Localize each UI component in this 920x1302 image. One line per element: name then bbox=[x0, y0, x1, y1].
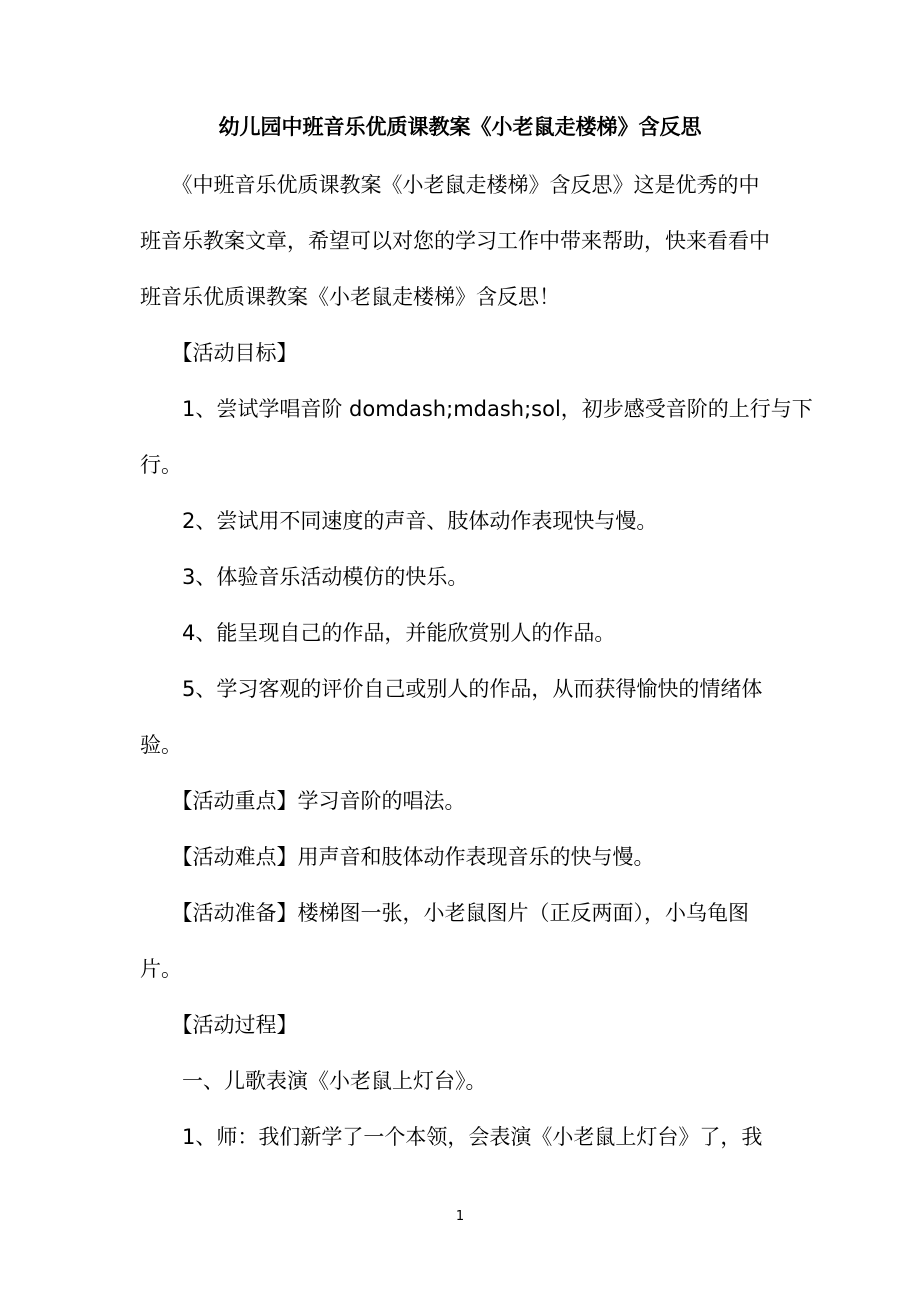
section-heading: 【活动目标】 bbox=[140, 341, 298, 365]
page-number: 1 bbox=[455, 1209, 465, 1224]
document-title: 幼儿园中班音乐优质课教案《小老鼠走楼梯》含反思 bbox=[218, 115, 702, 139]
text-line: 1、尝试学唱音阶 domdash;mdash;sol，初步感受音阶的上行与下 bbox=[140, 397, 813, 421]
text-line: 1、师：我们新学了一个本领，会表演《小老鼠上灯台》了，我 bbox=[140, 1125, 763, 1149]
text-line: 验。 bbox=[140, 733, 182, 757]
text-line: 【活动难点】用声音和肢体动作表现音乐的快与慢。 bbox=[140, 845, 655, 869]
text-line: 【活动重点】学习音阶的唱法。 bbox=[140, 789, 466, 813]
text-line: 5、学习客观的评价自己或别人的作品，从而获得愉快的情绪体 bbox=[140, 677, 763, 701]
text-line: 行。 bbox=[140, 453, 182, 477]
text-line: 【活动准备】楼梯图一张，小老鼠图片（正反两面），小乌龟图 bbox=[140, 901, 749, 925]
text-line: 班音乐教案文章，希望可以对您的学习工作中带来帮助，快来看看中 bbox=[140, 229, 770, 253]
text-line: 4、能呈现自己的作品，并能欣赏别人的作品。 bbox=[140, 621, 616, 645]
text-line: 《中班音乐优质课教案《小老鼠走楼梯》含反思》这是优秀的中 bbox=[140, 173, 760, 197]
text-line: 3、体验音乐活动模仿的快乐。 bbox=[140, 565, 469, 589]
section-heading: 【活动过程】 bbox=[140, 1013, 298, 1037]
text-line: 2、尝试用不同速度的声音、肢体动作表现快与慢。 bbox=[140, 509, 658, 533]
text-line: 一、儿歌表演《小老鼠上灯台》。 bbox=[140, 1069, 487, 1093]
text-line: 片。 bbox=[140, 957, 182, 981]
text-line: 班音乐优质课教案《小老鼠走楼梯》含反思！ bbox=[140, 285, 560, 309]
